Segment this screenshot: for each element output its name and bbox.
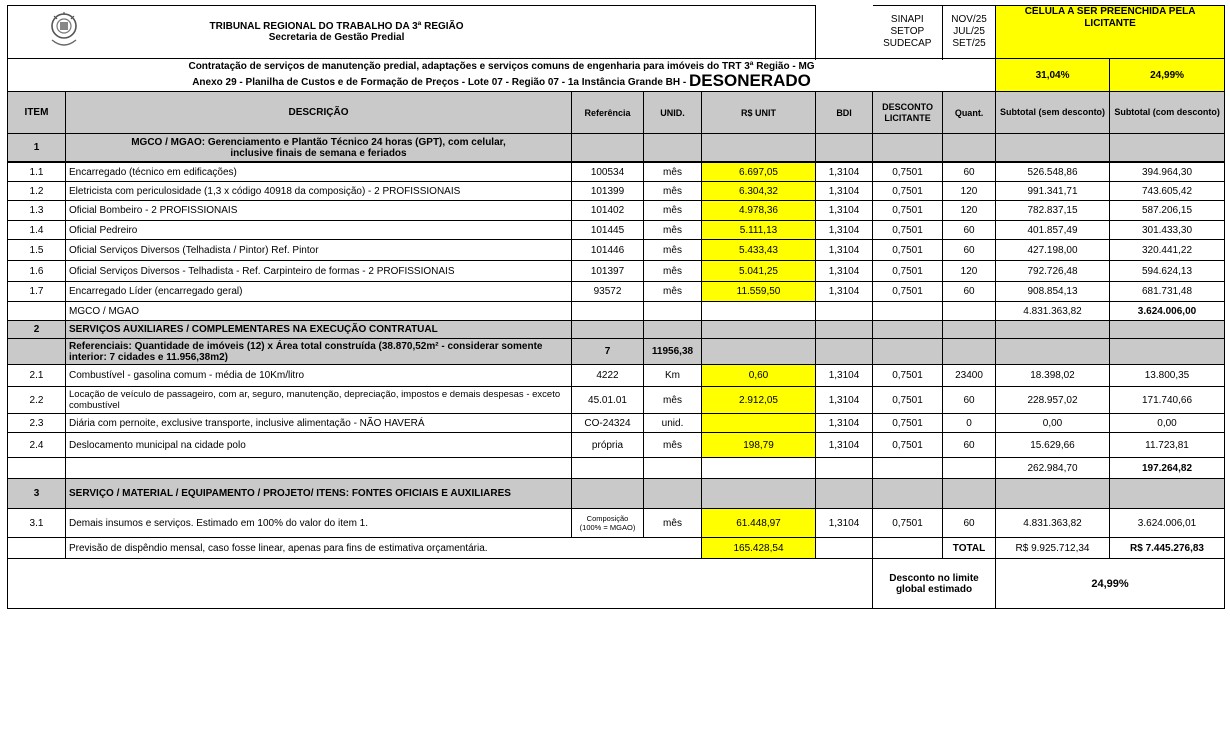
row-sub-sem-3-1: 4.831.363,82 — [996, 509, 1110, 538]
source-sudecap: SUDECAP — [883, 38, 932, 49]
row-desconto-1-4: 0,7501 — [873, 221, 943, 240]
row-ref-1-7: 93572 — [572, 282, 644, 302]
ref-composicao: Composição — [586, 514, 629, 523]
row-qty-1-7: 60 — [943, 282, 996, 302]
table-row — [8, 414, 1225, 433]
col-header-descricao: DESCRIÇÃO — [66, 92, 572, 134]
row-sub-com-2-1: 13.800,35 — [1110, 365, 1225, 387]
annex-line: Anexo 29 - Planilha de Custos e de Formação de Preços - Lote 07 - Região 07 - 1a Instância Grande BH - — [192, 77, 687, 88]
section-2-total-com: 197.264,82 — [1110, 458, 1225, 479]
row-sub-com-2-3: 0,00 — [1110, 414, 1225, 433]
org-name: TRIBUNAL REGIONAL DO TRABALHO DA 3ª REGIÃO — [209, 21, 464, 32]
row-ref-1-2: 101399 — [572, 182, 644, 201]
row-sub-com-1-6: 594.624,13 — [1110, 261, 1225, 282]
col-header-subtotal-com: Subtotal (com desconto) — [1110, 92, 1225, 134]
row-bdi-1-7: 1,3104 — [816, 282, 873, 302]
row-unid-1-2: mês — [644, 182, 702, 201]
global-discount-label: Desconto no limite global estimado — [873, 559, 996, 609]
section-1-total-row — [8, 302, 1225, 321]
row-item-2-4: 2.4 — [8, 433, 66, 458]
row-unit-2-4[interactable]: 198,79 — [702, 433, 816, 458]
row-unit-1-3[interactable]: 4.978,36 — [702, 201, 816, 221]
section-3-title: SERVIÇO / MATERIAL / EQUIPAMENTO / PROJETO/ ITENS: FONTES OFICIAIS E AUXILIARES — [66, 479, 572, 509]
row-bdi-1-6: 1,3104 — [816, 261, 873, 282]
row-unid-2-2: mês — [644, 387, 702, 414]
row-unid-1-4: mês — [644, 221, 702, 240]
source-setop: SETOP — [890, 26, 925, 37]
row-bdi-1-4: 1,3104 — [816, 221, 873, 240]
row-qty-2-4: 60 — [943, 433, 996, 458]
row-unit-2-1[interactable]: 0,60 — [702, 365, 816, 387]
referencials-area: 11956,38 — [644, 339, 702, 365]
row-qty-3-1: 60 — [943, 509, 996, 538]
row-bdi-2-4: 1,3104 — [816, 433, 873, 458]
col-header-unid: UNID. — [644, 92, 702, 134]
row-sub-com-1-4: 301.433,30 — [1110, 221, 1225, 240]
row-unid-2-1: Km — [644, 365, 702, 387]
section-2-header — [8, 321, 1225, 339]
bdi-value[interactable]: 31,04% — [996, 59, 1110, 92]
row-qty-1-1: 60 — [943, 163, 996, 182]
col-header-desconto: DESCONTO LICITANTE — [873, 92, 943, 134]
row-item-1-7: 1.7 — [8, 282, 66, 302]
row-unit-2-3[interactable] — [702, 414, 816, 433]
coat-of-arms-icon — [46, 10, 82, 55]
row-sub-sem-1-5: 427.198,00 — [996, 240, 1110, 261]
row-bdi-1-1: 1,3104 — [816, 163, 873, 182]
row-sub-com-1-2: 743.605,42 — [1110, 182, 1225, 201]
row-unit-1-7[interactable]: 11.559,50 — [702, 282, 816, 302]
row-unid-1-7: mês — [644, 282, 702, 302]
row-unit-1-1[interactable]: 6.697,05 — [702, 163, 816, 182]
row-unid-1-1: mês — [644, 163, 702, 182]
source-sinapi: SINAPI — [890, 14, 924, 25]
row-unid-1-6: mês — [644, 261, 702, 282]
row-desc-3-1: Demais insumos e serviços. Estimado em 100% do valor do item 1. — [66, 509, 572, 538]
table-row — [8, 261, 1225, 282]
row-ref-1-6: 101397 — [572, 261, 644, 282]
row-unit-3-1[interactable]: 61.448,97 — [702, 509, 816, 538]
row-item-1-6: 1.6 — [8, 261, 66, 282]
col-header-subtotal-sem: Subtotal (sem desconto) — [996, 92, 1110, 134]
row-qty-2-3: 0 — [943, 414, 996, 433]
row-desc-2-4: Deslocamento municipal na cidade polo — [66, 433, 572, 458]
row-unit-1-6[interactable]: 5.041,25 — [702, 261, 816, 282]
dept-name: Secretaria de Gestão Predial — [268, 32, 405, 43]
document-header — [8, 6, 816, 59]
row-sub-sem-2-2: 228.957,02 — [996, 387, 1110, 414]
row-desc-1-2: Eletricista com periculosidade (1,3 x código 40918 da composição) - 2 PROFISSIONAIS — [66, 182, 572, 201]
table-row — [8, 509, 1225, 538]
row-desconto-1-3: 0,7501 — [873, 201, 943, 221]
table-row — [8, 387, 1225, 414]
row-unit-1-2[interactable]: 6.304,32 — [702, 182, 816, 201]
table-row — [8, 365, 1225, 387]
row-bdi-1-2: 1,3104 — [816, 182, 873, 201]
row-desconto-2-2: 0,7501 — [873, 387, 943, 414]
row-sub-sem-1-4: 401.857,49 — [996, 221, 1110, 240]
section-3-header — [8, 479, 1225, 509]
row-sub-sem-1-1: 526.548,86 — [996, 163, 1110, 182]
row-item-1-4: 1.4 — [8, 221, 66, 240]
table-row — [8, 163, 1225, 182]
row-unit-2-2[interactable]: 2.912,05 — [702, 387, 816, 414]
row-qty-1-6: 120 — [943, 261, 996, 282]
row-sub-com-2-4: 11.723,81 — [1110, 433, 1225, 458]
row-desconto-1-2: 0,7501 — [873, 182, 943, 201]
row-unid-3-1: mês — [644, 509, 702, 538]
col-header-bdi: BDI — [816, 92, 873, 134]
grand-total-sem: R$ 9.925.712,34 — [996, 538, 1110, 559]
row-sub-sem-1-6: 792.726,48 — [996, 261, 1110, 282]
referencials-cities: 7 — [572, 339, 644, 365]
section-2-total-row — [8, 458, 1225, 479]
row-item-2-2: 2.2 — [8, 387, 66, 414]
row-item-1-2: 1.2 — [8, 182, 66, 201]
row-desconto-2-1: 0,7501 — [873, 365, 943, 387]
section-2-number: 2 — [8, 321, 66, 339]
row-unid-2-4: mês — [644, 433, 702, 458]
row-desconto-3-1: 0,7501 — [873, 509, 943, 538]
forecast-value[interactable]: 165.428,54 — [702, 538, 816, 559]
row-desc-2-2: Locação de veículo de passageiro, com ar, seguro, manutenção, depreciação, impostos e demais despesas - exceto combustível — [66, 387, 572, 414]
row-desc-1-7: Encarregado Líder (encarregado geral) — [66, 282, 572, 302]
row-item-1-5: 1.5 — [8, 240, 66, 261]
row-desconto-1-1: 0,7501 — [873, 163, 943, 182]
row-qty-2-2: 60 — [943, 387, 996, 414]
referencials-text: Referenciais: Quantidade de imóveis (12) x Área total construída (38.870,52m² - considerar somente interior: 7 cidades e 11.956,38m2) — [66, 339, 572, 365]
table-row — [8, 433, 1225, 458]
row-item-2-3: 2.3 — [8, 414, 66, 433]
section-1-title: MGCO / MGAO: Gerenciamento e Plantão Técnico 24 horas (GPT), com celular, inclusive finais de semana e feriados — [66, 134, 572, 162]
row-ref-2-1: 4222 — [572, 365, 644, 387]
row-desc-2-1: Combustível - gasolina comum - média de 10Km/litro — [66, 365, 572, 387]
section-1-total-label: MGCO / MGAO — [66, 302, 572, 321]
row-unit-1-5[interactable]: 5.433,43 — [702, 240, 816, 261]
row-sub-com-3-1: 3.624.006,01 — [1110, 509, 1225, 538]
ref-mgao: (100% = MGAO) — [579, 523, 636, 532]
row-item-1-3: 1.3 — [8, 201, 66, 221]
row-item-3-1: 3.1 — [8, 509, 66, 538]
table-row — [8, 221, 1225, 240]
row-ref-2-2: 45.01.01 — [572, 387, 644, 414]
total-label: TOTAL — [943, 538, 996, 559]
table-row — [8, 201, 1225, 221]
row-unid-1-5: mês — [644, 240, 702, 261]
row-unid-2-3: unid. — [644, 414, 702, 433]
row-sub-sem-1-2: 991.341,71 — [996, 182, 1110, 201]
forecast-text: Previsão de dispêndio mensal, caso fosse linear, apenas para fins de estimativa orçamentária. — [66, 538, 702, 559]
row-desconto-1-6: 0,7501 — [873, 261, 943, 282]
row-unit-1-4[interactable]: 5.111,13 — [702, 221, 816, 240]
contract-description — [8, 59, 996, 92]
row-ref-1-4: 101445 — [572, 221, 644, 240]
contract-line: Contratação de serviços de manutenção predial, adaptações e serviços comuns de engenharia para imóveis do TRT 3ª Região - MG — [188, 61, 815, 72]
row-sub-com-1-5: 320.441,22 — [1110, 240, 1225, 261]
col-header-quant: Quant. — [943, 92, 996, 134]
row-ref-1-3: 101402 — [572, 201, 644, 221]
forecast-row — [8, 538, 1225, 559]
row-desc-1-1: Encarregado (técnico em edificações) — [66, 163, 572, 182]
bidder-cell-label: CÉLULA A SER PREENCHIDA PELA LICITANTE — [996, 6, 1225, 59]
row-desconto-1-5: 0,7501 — [873, 240, 943, 261]
section-2-referencials — [8, 339, 1225, 365]
col-header-item: ITEM — [8, 92, 66, 134]
row-ref-3-1 — [572, 509, 644, 538]
table-row — [8, 282, 1225, 302]
row-sub-com-1-3: 587.206,15 — [1110, 201, 1225, 221]
row-desconto-1-7: 0,7501 — [873, 282, 943, 302]
row-bdi-2-2: 1,3104 — [816, 387, 873, 414]
global-discount-estimate: 24,99% — [996, 559, 1225, 609]
row-desc-1-4: Oficial Pedreiro — [66, 221, 572, 240]
row-sub-sem-1-3: 782.837,15 — [996, 201, 1110, 221]
grand-total-com: R$ 7.445.276,83 — [1110, 538, 1225, 559]
section-3-number: 3 — [8, 479, 66, 509]
row-bdi-1-3: 1,3104 — [816, 201, 873, 221]
cost-spreadsheet — [7, 5, 1224, 609]
row-item-2-1: 2.1 — [8, 365, 66, 387]
col-header-unit-price: R$ UNIT — [702, 92, 816, 134]
date-sinapi: NOV/25 — [951, 14, 987, 25]
row-item-1-1: 1.1 — [8, 163, 66, 182]
col-header-referencia: Referência — [572, 92, 644, 134]
section-1-header — [8, 134, 1225, 162]
source-dates — [943, 6, 996, 59]
row-ref-2-4: própria — [572, 433, 644, 458]
row-qty-1-5: 60 — [943, 240, 996, 261]
section-1-total-sem: 4.831.363,82 — [996, 302, 1110, 321]
row-ref-1-5: 101446 — [572, 240, 644, 261]
row-bdi-2-1: 1,3104 — [816, 365, 873, 387]
source-list — [873, 6, 943, 59]
row-ref-1-1: 100534 — [572, 163, 644, 182]
row-qty-1-2: 120 — [943, 182, 996, 201]
row-desc-1-6: Oficial Serviços Diversos - Telhadista - Ref. Carpinteiro de formas - 2 PROFISSIONAIS — [66, 261, 572, 282]
row-bdi-1-5: 1,3104 — [816, 240, 873, 261]
row-bdi-3-1: 1,3104 — [816, 509, 873, 538]
section-2-total-sem: 262.984,70 — [996, 458, 1110, 479]
row-desconto-2-4: 0,7501 — [873, 433, 943, 458]
global-discount-value[interactable]: 24,99% — [1110, 59, 1225, 92]
date-sudecap: SET/25 — [952, 38, 986, 49]
table-row — [8, 182, 1225, 201]
row-desconto-2-3: 0,7501 — [873, 414, 943, 433]
row-ref-2-3: CO-24324 — [572, 414, 644, 433]
row-sub-sem-2-4: 15.629,66 — [996, 433, 1110, 458]
row-desc-1-3: Oficial Bombeiro - 2 PROFISSIONAIS — [66, 201, 572, 221]
row-desc-2-3: Diária com pernoite, exclusive transporte, inclusive alimentação - NÃO HAVERÁ — [66, 414, 572, 433]
date-setop: JUL/25 — [953, 26, 985, 37]
row-qty-1-4: 60 — [943, 221, 996, 240]
row-sub-com-1-7: 681.731,48 — [1110, 282, 1225, 302]
row-unid-1-3: mês — [644, 201, 702, 221]
row-sub-com-1-1: 394.964,30 — [1110, 163, 1225, 182]
row-desc-1-5: Oficial Serviços Diversos (Telhadista / Pintor) Ref. Pintor — [66, 240, 572, 261]
section-1-total-com: 3.624.006,00 — [1110, 302, 1225, 321]
row-qty-2-1: 23400 — [943, 365, 996, 387]
global-discount-row — [8, 559, 1225, 609]
row-sub-sem-1-7: 908.854,13 — [996, 282, 1110, 302]
row-sub-sem-2-3: 0,00 — [996, 414, 1110, 433]
row-bdi-2-3: 1,3104 — [816, 414, 873, 433]
section-1-number: 1 — [8, 134, 66, 162]
section-2-title: SERVIÇOS AUXILIARES / COMPLEMENTARES NA EXECUÇÃO CONTRATUAL — [66, 321, 572, 339]
row-qty-1-3: 120 — [943, 201, 996, 221]
row-sub-sem-2-1: 18.398,02 — [996, 365, 1110, 387]
table-row — [8, 240, 1225, 261]
row-sub-com-2-2: 171.740,66 — [1110, 387, 1225, 414]
annex-desonerado: DESONERADO — [689, 71, 811, 90]
